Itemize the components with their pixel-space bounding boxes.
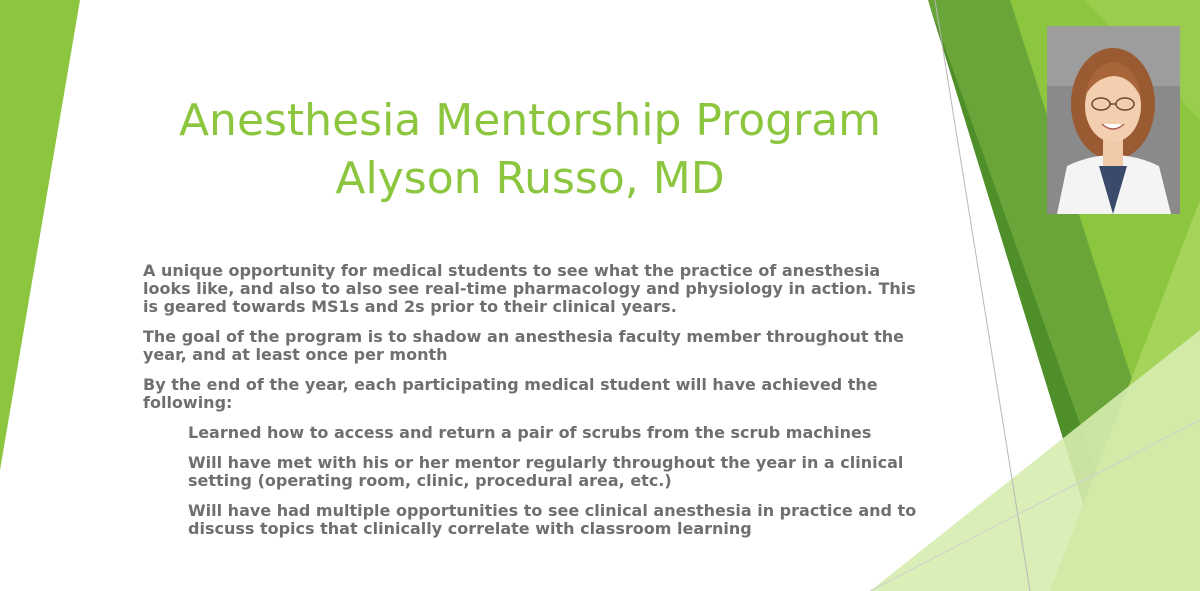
paragraph-intro: A unique opportunity for medical students to see what the practice of anesthesia looks like, and also to also see real-time pharmacology and physiology in action. This is geared towards MS1s and 2s prior to their clinical years.: [143, 261, 916, 316]
portrait-illustration: [1047, 26, 1180, 214]
slide-title: [140, 92, 920, 208]
paragraph-outcomes: By the end of the year, each participating medical student will have achieved the following:: [143, 375, 878, 412]
left-wedge: [0, 0, 80, 470]
title-line-1: Anesthesia Mentorship Program: [178, 95, 882, 146]
outcome-item-practice: Will have had multiple opportunities to see clinical anesthesia in practice and to discuss topics that clinically correlate with classroom learning: [188, 501, 917, 538]
slide-body: [143, 262, 923, 550]
title-line-2: Alyson Russo, MD: [335, 153, 725, 204]
portrait-photo: [1047, 26, 1180, 214]
paragraph-goal: The goal of the program is to shadow an anesthesia faculty member throughout the year, and at least once per month: [143, 327, 904, 364]
outcome-item-scrubs: Learned how to access and return a pair of scrubs from the scrub machines: [188, 423, 872, 442]
outcome-item-mentor: Will have met with his or her mentor regularly throughout the year in a clinical setting (operating room, clinic, procedural area, etc.): [188, 453, 904, 490]
